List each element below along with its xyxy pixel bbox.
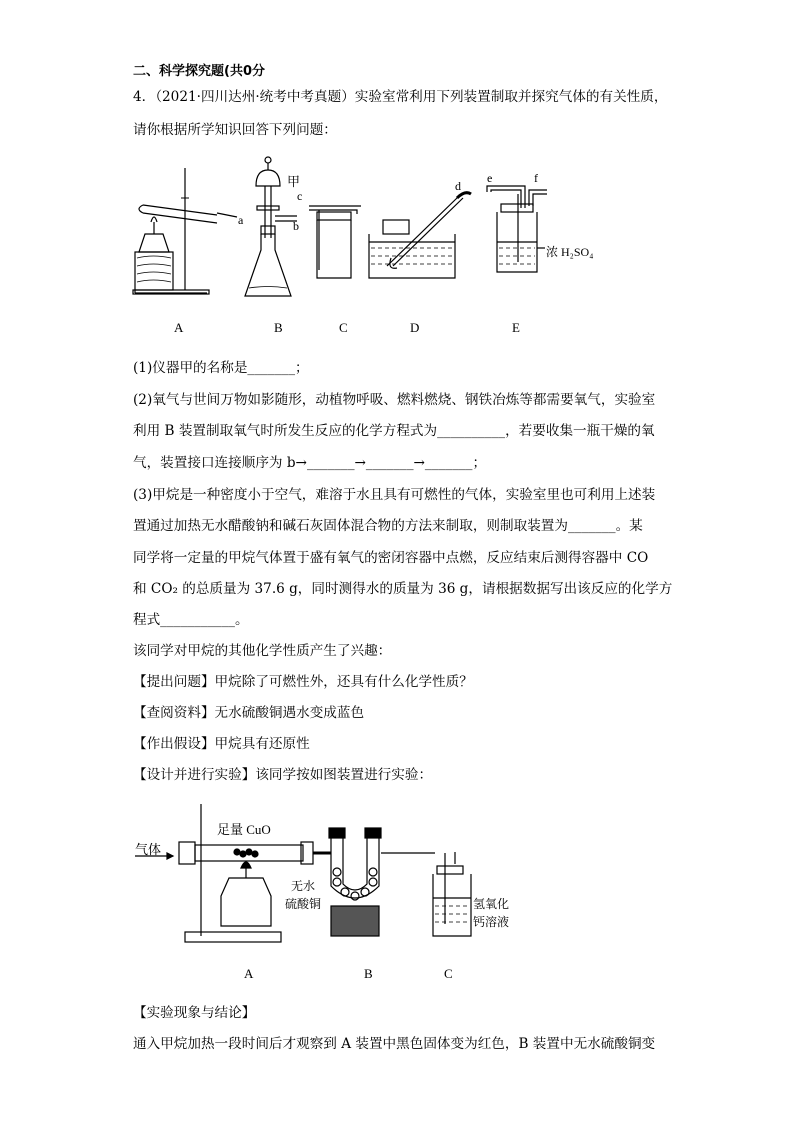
apparatus-e — [487, 186, 547, 272]
apparatus-d — [369, 193, 471, 278]
label-c: C — [339, 320, 348, 335]
q2-line-1: (2)氧气与世间万物如影随形，动植物呼吸、燃料燃烧、钢铁冶炼等都需要氧气，实验室 — [133, 392, 656, 408]
label-b: B — [274, 320, 283, 335]
apparatus-b2 — [329, 828, 435, 936]
jia-label: 甲 — [287, 174, 301, 189]
port-a: a — [238, 213, 244, 227]
label-a2: A — [244, 966, 254, 981]
q2-line-2: 利用 B 装置制取氧气时所发生反应的化学方程式为__________，若要收集一瓶干燥的氧 — [133, 423, 655, 439]
hypothesis: 【作出假设】甲烷具有还原性 — [133, 736, 310, 752]
caoh-label-2: 钙溶液 — [473, 915, 510, 929]
label-e: E — [512, 320, 520, 335]
port-e: e — [487, 171, 493, 185]
question-line-2: 请你根据所学知识回答下列问题： — [133, 122, 337, 138]
port-c: c — [297, 189, 303, 203]
apparatus-c — [297, 189, 361, 278]
q3-line-3: 同学将一定量的甲烷气体置于盛有氧气的密闭容器中点燃，反应结束后测得容器中 CO — [133, 550, 649, 566]
cuso4-label-2: 硫酸铜 — [285, 897, 322, 911]
q3-line-5: 程式___________。 — [133, 612, 249, 628]
section-title: 二、科学探究题(共0分 — [133, 64, 265, 79]
acid-label: 浓 H₂SO₄ — [546, 245, 594, 259]
apparatus-figure-2 — [125, 798, 545, 988]
label-a: A — [174, 320, 184, 335]
apparatus-c2 — [433, 852, 471, 936]
question-line-1: 4．（2021·四川达州·统考中考真题）实验室常利用下列装置制取并探究气体的有关性质， — [133, 89, 668, 105]
interest-line: 该同学对甲烷的其他化学性质产生了兴趣： — [133, 643, 392, 659]
apparatus-a — [133, 168, 237, 294]
phenomenon-heading: 【实验现象与结论】 — [133, 1005, 256, 1021]
caoh-label-1: 氢氧化 — [473, 897, 510, 911]
cuso4-label-1: 无水 — [291, 879, 316, 893]
port-f: f — [534, 171, 538, 185]
consult-materials: 【查阅资料】无水硫酸铜遇水变成蓝色 — [133, 705, 365, 721]
port-b: b — [293, 219, 299, 233]
label-b2: B — [364, 966, 373, 981]
design-experiment: 【设计并进行实验】该同学按如图装置进行实验： — [133, 767, 433, 783]
question-raised: 【提出问题】甲烷除了可燃性外，还具有什么化学性质？ — [133, 674, 473, 690]
q1: (1)仪器甲的名称是_______； — [133, 360, 309, 376]
apparatus-figure-1 — [125, 150, 615, 342]
q3-line-2: 置通过加热无水醋酸钠和碱石灰固体混合物的方法来制取，则制取装置为_______。某 — [133, 518, 643, 534]
label-c2: C — [444, 966, 453, 981]
label-d: D — [410, 320, 420, 335]
q3-line-4: 和 CO₂ 的总质量为 37.6 g，同时测得水的质量为 36 g，请根据数据写出该反应的化学方 — [133, 581, 673, 597]
last-line: 通入甲烷加热一段时间后才观察到 A 装置中黑色固体变为红色，B 装置中无水硫酸铜变 — [133, 1036, 656, 1052]
port-d: d — [455, 179, 461, 193]
gas-label: 气体 — [135, 842, 162, 857]
q3-line-1: (3)甲烷是一种密度小于空气，难溶于水且具有可燃性的气体，实验室里也可利用上述装 — [133, 487, 656, 503]
q2-line-3: 气，装置接口连接顺序为 b→_______→_______→_______； — [133, 455, 487, 471]
cuo-label: 足量 CuO — [217, 822, 271, 837]
